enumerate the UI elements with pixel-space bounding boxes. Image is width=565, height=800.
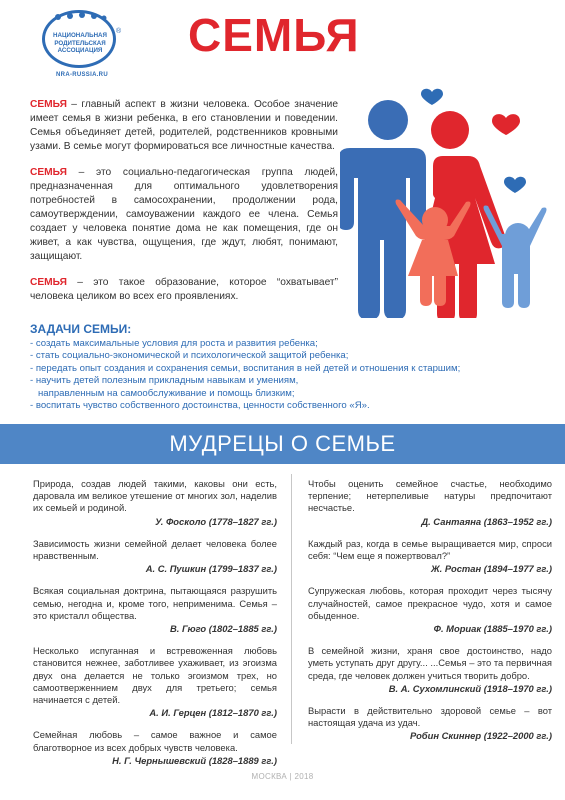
heart-icon — [504, 177, 526, 193]
quote — [33, 538, 277, 576]
registered-mark: ® — [116, 28, 122, 35]
list-item: - стать социально-экономической и психологической защитой ребенка; — [30, 350, 349, 362]
quote — [33, 478, 277, 528]
intro-paragraph — [30, 98, 338, 154]
quote-text: В семейной жизни, храня свое достоинство, надо уметь уступать друг другу... ...Семья – это та первичная среда, где человек должен учиться творить добро. — [308, 645, 552, 681]
quote — [308, 585, 552, 635]
logo-line-1: НАЦИОНАЛЬНАЯ — [53, 32, 107, 39]
logo-line-3: АССОЦИАЦИЯ — [57, 47, 103, 54]
quote-text: Чтобы оценить семейное счастье, необходимо терпение; нетерпеливые натуры предпочитают несчастье. — [308, 478, 552, 514]
heart-icon — [492, 114, 520, 135]
heart-icon — [421, 89, 443, 105]
quote-text: Вырасти в действительно здоровой семье – вот настоящая удача из удач. — [308, 705, 552, 729]
keyword: СЕМЬЯ — [30, 167, 67, 178]
quote — [308, 538, 552, 576]
quote-author: Ф. Мориак (1885–1970 гг.) — [433, 623, 552, 635]
family-illustration — [340, 78, 555, 318]
list-item: - создать максимальные условия для роста и развития ребенка; — [30, 338, 318, 349]
quote-author: В. Гюго (1802–1885 гг.) — [170, 623, 277, 635]
quote-text: Супружеская любовь, которая проходит через тысячу случайностей, самое прекрасное чудо, хотя и самое обыденное. — [308, 585, 552, 621]
father-figure — [340, 100, 426, 318]
quote-author: Ж. Ростан (1894–1977 гг.) — [430, 563, 552, 575]
quote — [33, 729, 277, 767]
quote — [33, 585, 277, 635]
quote-author: А. С. Пушкин (1799–1837 гг.) — [145, 563, 277, 575]
quote — [308, 645, 552, 695]
logo-line-2: РОДИТЕЛЬСКАЯ — [54, 39, 106, 47]
quote-text: Несколько испуганная и встревоженная любовь становится нежнее, заботливее ухаживает, из эгоизма двух она делается не только эгоизмом трех, но самоотверженнием двух для третьего; семья начинается с детей. — [33, 645, 277, 706]
intro-paragraph — [30, 276, 338, 304]
paragraph-text: – главный аспект в жизни человека. Особое значение имеет семья в жизни ребенка, в его становлении и поведении. Семья объединяет детей, родителей, родственников кровными узами. В семье могут формироваться все личностные качества. — [30, 99, 338, 152]
tasks-title: ЗАДАЧИ СЕМЬИ: — [30, 322, 132, 336]
logo-people-icon — [50, 12, 110, 28]
quote-author: Н. Г. Чернышевский (1828–1889 гг.) — [112, 754, 277, 766]
quote-author: В. А. Сухомлинский (1918–1970 гг.) — [388, 682, 552, 694]
logo-text — [38, 32, 122, 55]
quote-text: Каждый раз, когда в семье выращивается мир, спроси себя: “Чем еще я пожертвовал?” — [308, 537, 552, 562]
list-item: - передать опыт создания и сохранения семьи, воспитания в ней детей и отношения к старшим; — [30, 362, 461, 374]
list-item: - научить детей полезным прикладным навыкам и умениям, — [30, 375, 299, 387]
quotes-column-right — [308, 478, 552, 753]
keyword: СЕМЬЯ — [30, 99, 67, 110]
boy-figure — [484, 206, 547, 309]
quote-author: А. И. Герцен (1812–1870 гг.) — [149, 707, 277, 719]
intro-section — [30, 98, 338, 316]
quote — [308, 705, 552, 743]
quote-text: Природа, создав людей такими, каковы они есть, даровала им великое утешение от многих зол, наделив их семьей и родиной. — [33, 478, 277, 514]
footer: МОСКВА | 2018 — [251, 772, 314, 781]
quote-author: У. Фосколо (1778–1827 гг.) — [155, 515, 277, 527]
quote-text: Зависимость жизни семейной делает человека более нравственным. — [33, 537, 277, 562]
paragraph-text: – это такое образование, которое “охватывает” человека целиком во всех его проявлениях. — [30, 277, 338, 302]
quote-text: Всякая социальная доктрина, пытающаяся разрушить семью, негодна и, кроме того, неприменима. Семья – это кристалл общества. — [33, 585, 277, 621]
family-tasks — [30, 322, 550, 412]
logo-url: NRA-RUSSIA.RU — [56, 72, 108, 78]
list-item: направленным на самообслуживание и помощь близким; — [30, 387, 295, 399]
logo — [20, 8, 130, 84]
paragraph-text: – это социально-педагогическая группа людей, предназначенная для оптимального удовлетворения потребностей в самосохранении, продолжении рода, самоутверждении, самоуважении каждого ее члена. Семья создает у человека понятие дома не как помещения, где он живет, а как чувства, ощущения, где ждут, любят, понимают, защищают. — [30, 167, 338, 262]
keyword: СЕМЬЯ — [30, 277, 67, 288]
column-divider — [291, 474, 292, 744]
list-item: - воспитать чувство собственного достоинства, ценности собственного «Я». — [30, 400, 370, 412]
intro-paragraph — [30, 166, 338, 264]
quote-text: Семейная любовь – самое важное и самое благотворное из всех добрых чувств человека. — [33, 729, 277, 753]
quote-author: Д. Сантаяна (1863–1952 гг.) — [421, 515, 552, 527]
quote — [308, 478, 552, 528]
page-title: СЕМЬЯ — [188, 9, 360, 61]
quote — [33, 645, 277, 719]
section-banner: МУДРЕЦЫ О СЕМЬЕ — [0, 424, 565, 464]
quotes-column-left — [33, 478, 277, 777]
quote-author: Робин Скиннер (1922–2000 гг.) — [409, 730, 552, 742]
tasks-list — [30, 338, 550, 412]
